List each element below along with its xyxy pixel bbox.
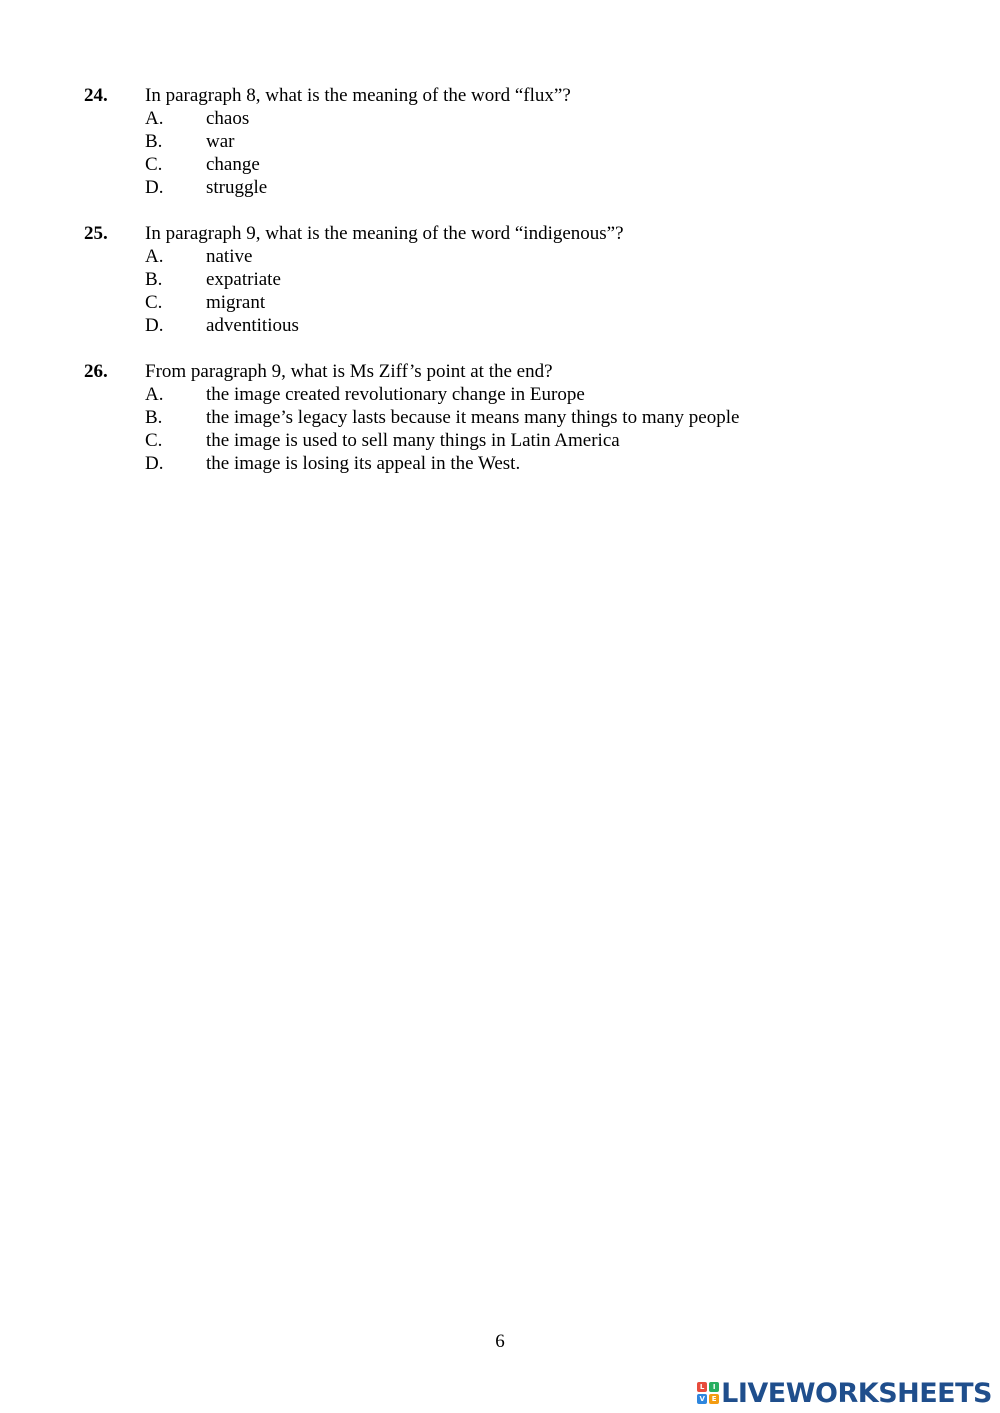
liveworksheets-logo (697, 1378, 992, 1408)
option-a (0, 107, 1000, 130)
option-letter: B. (145, 269, 163, 290)
option-d (0, 452, 1000, 475)
option-letter: C. (145, 292, 163, 313)
question-24 (0, 84, 1000, 199)
question-number: 25. (84, 223, 108, 244)
option-a (0, 383, 1000, 406)
question-number: 24. (84, 85, 108, 106)
question-25 (0, 222, 1000, 337)
option-c (0, 153, 1000, 176)
logo-text: LIVEWORKSHEETS (721, 1377, 992, 1409)
logo-mark-icon (697, 1382, 719, 1404)
option-letter: A. (145, 384, 164, 405)
option-letter: D. (145, 177, 164, 198)
option-letter: D. (145, 315, 164, 336)
option-text: adventitious (206, 315, 299, 336)
option-c (0, 291, 1000, 314)
option-text: change (206, 154, 260, 175)
question-26 (0, 360, 1000, 475)
option-letter: A. (145, 108, 164, 129)
option-text: chaos (206, 108, 250, 129)
option-b (0, 268, 1000, 291)
option-text: struggle (206, 177, 268, 198)
option-letter: D. (145, 453, 164, 474)
question-text: In paragraph 8, what is the meaning of the word “flux”? (145, 85, 571, 106)
option-text: the image created revolutionary change in Europe (206, 384, 585, 405)
logo-mark-tile: E (709, 1394, 719, 1404)
option-text: the image’s legacy lasts because it means many things to many people (206, 407, 740, 428)
option-letter: B. (145, 407, 163, 428)
option-text: the image is losing its appeal in the West. (206, 453, 521, 474)
question-line (0, 360, 1000, 383)
question-line (0, 222, 1000, 245)
option-b (0, 406, 1000, 429)
option-letter: C. (145, 430, 163, 451)
option-d (0, 176, 1000, 199)
logo-mark-tile: I (709, 1382, 719, 1392)
questions-list (0, 84, 1000, 498)
option-b (0, 130, 1000, 153)
question-line (0, 84, 1000, 107)
option-text: expatriate (206, 269, 281, 290)
option-letter: C. (145, 154, 163, 175)
option-letter: B. (145, 131, 163, 152)
option-letter: A. (145, 246, 164, 267)
question-text: In paragraph 9, what is the meaning of the word “indigenous”? (145, 223, 624, 244)
question-number: 26. (84, 361, 108, 382)
option-a (0, 245, 1000, 268)
option-text: the image is used to sell many things in Latin America (206, 430, 620, 451)
logo-mark-tile: V (697, 1394, 707, 1404)
logo-mark-tile: L (697, 1382, 707, 1392)
option-d (0, 314, 1000, 337)
option-text: war (206, 131, 235, 152)
page-number: 6 (495, 1331, 505, 1352)
question-text: From paragraph 9, what is Ms Ziff’s point at the end? (145, 361, 553, 382)
option-text: migrant (206, 292, 266, 313)
option-text: native (206, 246, 253, 267)
option-c (0, 429, 1000, 452)
